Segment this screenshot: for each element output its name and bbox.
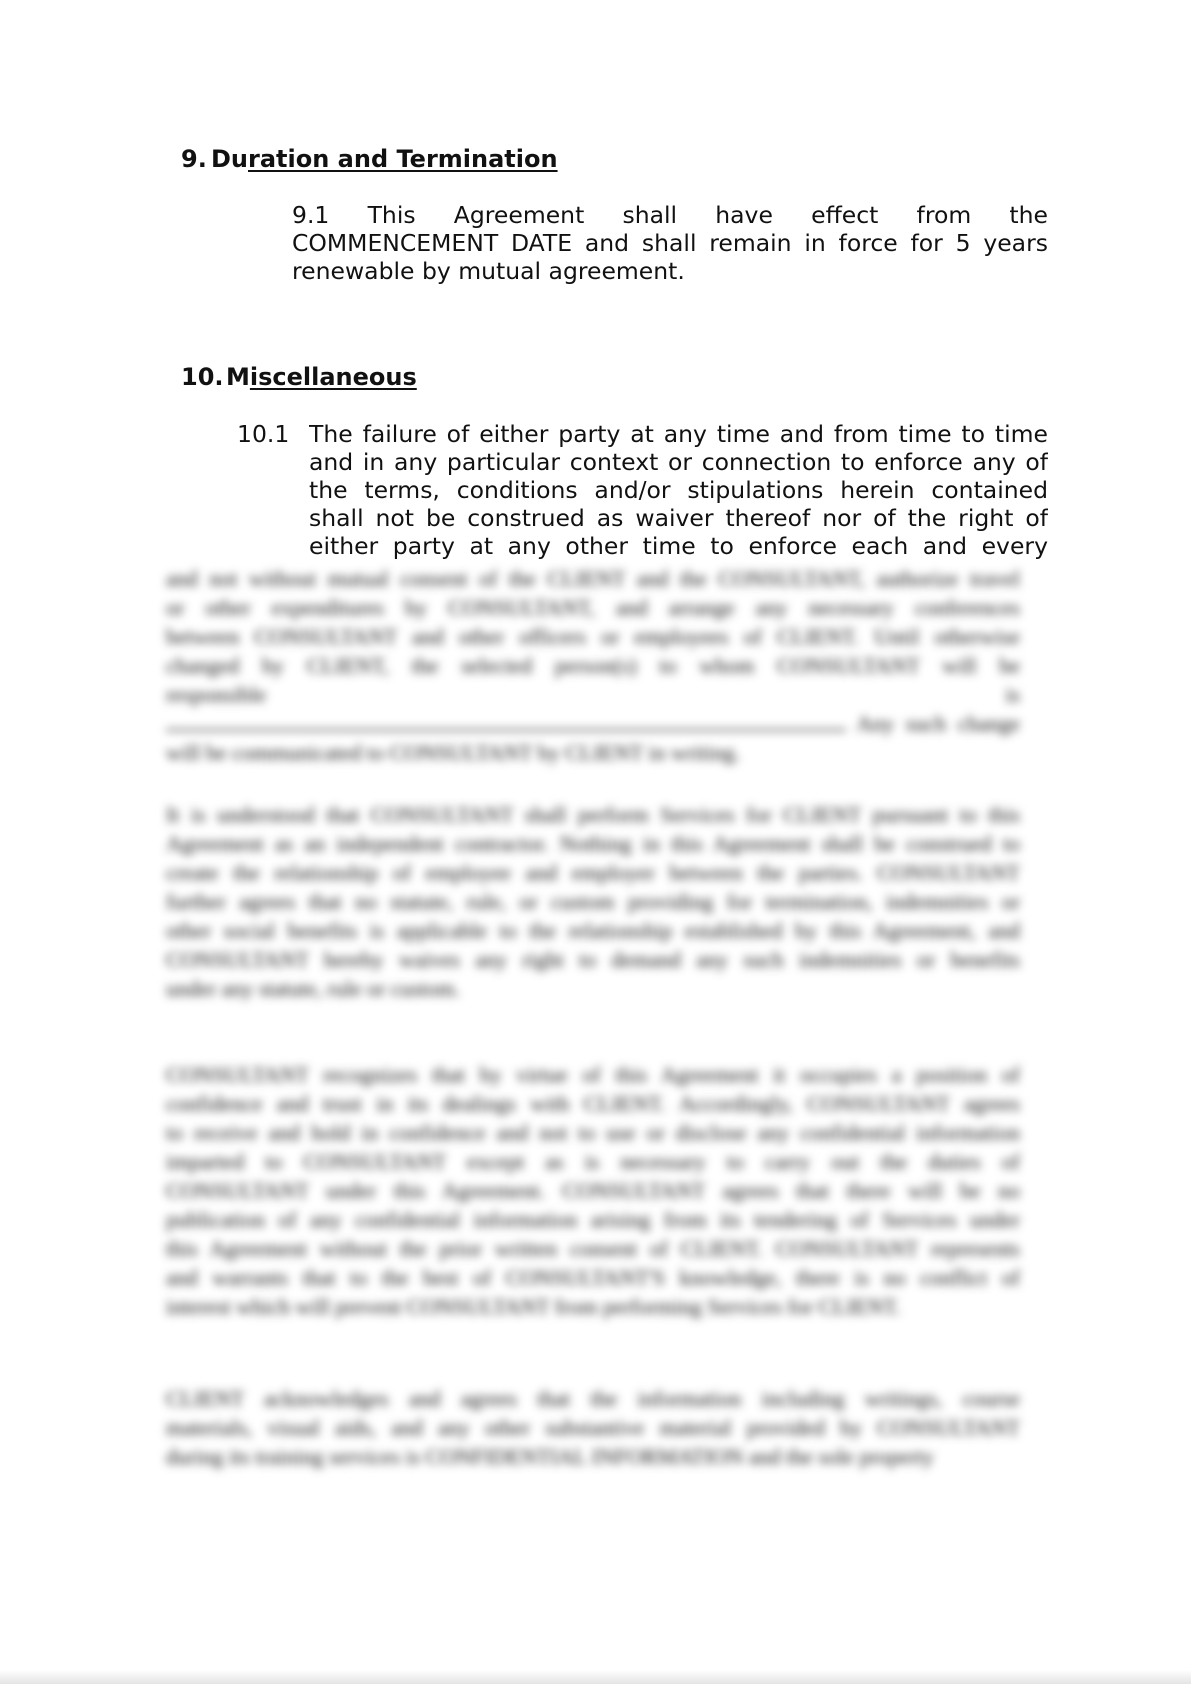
blurred-line: during its training services is CONFIDENTIAL INFORMATION and the sole property	[166, 1444, 934, 1469]
blurred-paragraph	[166, 564, 1020, 767]
blurred-line: further agrees that no statute, rule, or custom providing for termination, indemnities or	[166, 889, 1020, 914]
blurred-line: CONSULTANT recognizes that by virtue of this Agreement it occupies a position of	[166, 1062, 1020, 1087]
blurred-line: CLIENT acknowledges and agrees that the information including writings, course	[166, 1386, 1020, 1411]
blurred-line	[166, 709, 1020, 738]
blurred-line: imparted to CONSULTANT except as is necessary to carry out the duties of	[166, 1149, 1020, 1174]
blank-line	[166, 711, 846, 731]
blurred-line: publication of any confidential information arising from its tendering of Services under	[166, 1207, 1020, 1232]
blurred-line: to receive and hold in confidence and not to use or disclose any confidential information	[166, 1120, 1020, 1145]
blurred-line: will be communicated to CONSULTANT by CLIENT in writing.	[166, 740, 741, 765]
blurred-line: other social benefits is applicable to the relationship established by this Agreement, and	[166, 918, 1020, 943]
clause-line: either party at any other time to enforce each and every	[309, 532, 1048, 560]
clause-line: shall not be construed as waiver thereof nor of the right of	[309, 504, 1048, 532]
section-title-underlined: ration and Termination	[248, 145, 558, 173]
blurred-paragraph	[166, 1060, 1020, 1321]
section-title-plain: Du	[211, 145, 249, 173]
blurred-line: create the relationship of employee and employer between the parties. CONSULTANT	[166, 860, 1020, 885]
section-number: 9.	[181, 145, 207, 173]
blurred-line: this Agreement without the prior written consent of CLIENT. CONSULTANT represents	[166, 1236, 1020, 1261]
blurred-line: materials, visual aids, and any other substantive material provided by CONSULTANT	[166, 1415, 1020, 1440]
blurred-text: Any such change	[856, 711, 1020, 736]
clause-number: 10.1	[237, 420, 290, 448]
clause-line: COMMENCEMENT DATE and shall remain in force for 5 years	[292, 229, 1048, 257]
clause-line: the terms, conditions and/or stipulations herein contained	[309, 476, 1048, 504]
blurred-line: Agreement as an independent contractor. Nothing in this Agreement shall be construed to	[166, 831, 1020, 856]
clause-10-1	[309, 420, 1048, 560]
section-title-underlined: iscellaneous	[249, 363, 417, 391]
clause-9-1	[292, 201, 1048, 285]
blurred-paragraph	[166, 800, 1020, 1003]
page-bottom-edge	[0, 1670, 1191, 1684]
blurred-line: and warrants that to the best of CONSULTANT'S knowledge, there is no conflict of	[166, 1265, 1020, 1290]
clause-line: renewable by mutual agreement.	[292, 257, 685, 285]
section-title	[226, 362, 417, 392]
blurred-line: interest which will prevent CONSULTANT from performing Services for CLIENT.	[166, 1294, 901, 1319]
blurred-line: confidence and trust in its dealings with CLIENT. Accordingly, CONSULTANT agrees	[166, 1091, 1020, 1116]
blurred-line: and not without mutual consent of the CLIENT and the CONSULTANT, authorize travel	[166, 566, 1020, 591]
blurred-line: or other expenditures by CONSULTANT, and arrange any necessary conferences	[166, 595, 1020, 620]
clause-line: and in any particular context or connection to enforce any of	[309, 448, 1048, 476]
blurred-paragraph	[166, 1384, 1020, 1471]
blurred-line: under any statute, rule or custom.	[166, 976, 460, 1001]
blurred-line: changed by CLIENT, the selected person(s) to whom CONSULTANT will be	[166, 653, 1020, 678]
section-title	[211, 144, 558, 174]
blurred-line: CONSULTANT hereby waives any right to demand any such indemnities or benefits	[166, 947, 1020, 972]
blurred-line: CONSULTANT under this Agreement. CONSULTANT agrees that there will be no	[166, 1178, 1020, 1203]
blurred-line: responsible is	[166, 682, 1020, 707]
section-title-plain: M	[226, 363, 250, 391]
section-number: 10.	[181, 363, 224, 391]
clause-line: The failure of either party at any time and from time to time	[309, 420, 1048, 448]
blurred-line: between CONSULTANT and other officers or employees of CLIENT. Until otherwise	[166, 624, 1020, 649]
blurred-line: It is understood that CONSULTANT shall perform Services for CLIENT pursuant to this	[166, 802, 1020, 827]
section-heading-9	[181, 144, 558, 174]
section-heading-10	[181, 362, 417, 392]
blurred-preview-region	[166, 564, 1020, 1484]
clause-line: 9.1 This Agreement shall have effect from the	[292, 201, 1048, 229]
